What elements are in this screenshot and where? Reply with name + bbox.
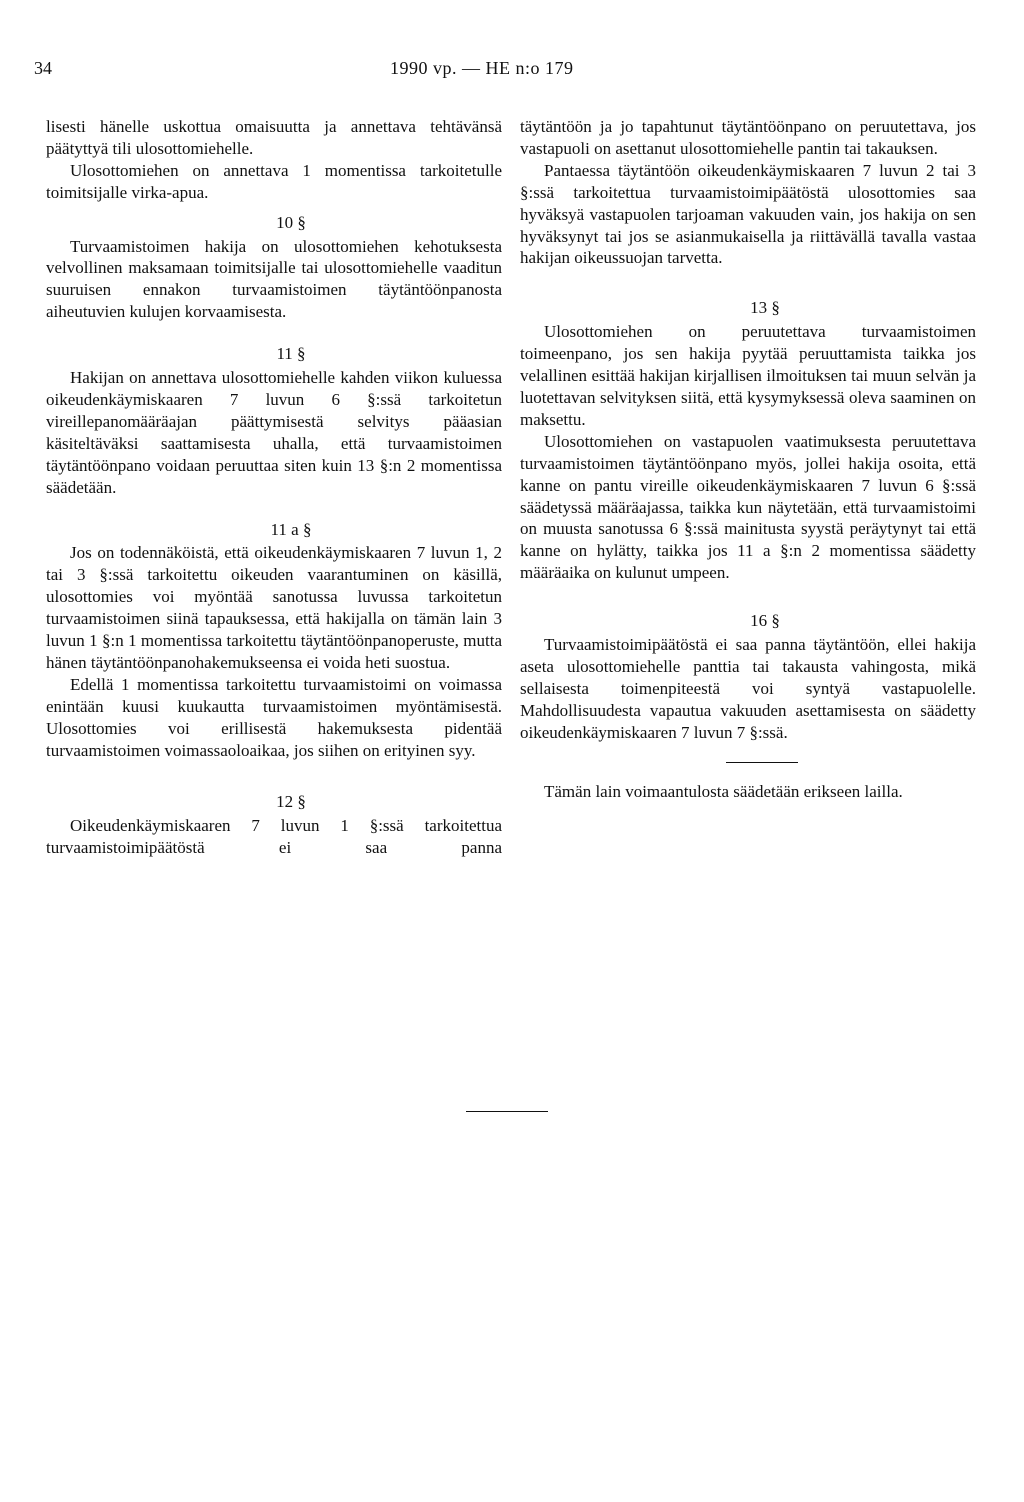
paragraph: Oikeudenkäymiskaaren 7 luvun 1 §:ssä tarkoitettua turvaamistoimipäätöstä ei saa panna: [46, 816, 502, 858]
section-heading-10: 10 §: [276, 212, 306, 232]
section-heading-11a: 11 a §: [270, 519, 312, 539]
section-divider: [726, 762, 798, 763]
end-rule: [466, 1111, 548, 1112]
section-heading-16: 16 §: [750, 611, 780, 631]
paragraph: Turvaamistoimipäätöstä ei saa panna täytäntöön, ellei hakija aseta ulosottomiehelle panttia tai takausta vahingosta, mikä sellaisesta toimenpiteestä voi syntyä vastapuolelle. Mahdollisuudesta vapautua vakuuden asettamisesta on säädetty oikeudenkäymiskaaren 7 luvun 7 §:ssä.: [520, 635, 976, 742]
paragraph: Edellä 1 momentissa tarkoitettu turvaamistoimi on voimassa enintään kuusi kuukautta turvaamistoimen myöntämisestä. Ulosottomies voi erillisestä hakemuksesta pidentää turvaamistoimen voimassaoloaikaa, jos siihen on erityinen syy.: [46, 674, 502, 760]
paragraph: lisesti hänelle uskottua omaisuutta ja annettava tehtävänsä päätyttyä tili ulosottomiehelle.: [46, 117, 502, 158]
page-header: [0, 58, 1024, 88]
paragraph: Pantaessa täytäntöön oikeudenkäymiskaaren 7 luvun 2 tai 3 §:ssä tarkoitettua turvaamistoimipäätöstä ulosottomies saa hyväksyä vastapuolen tarjoaman vakuuden vain, jos hakija on sen hyväksynyt tai jos se asianmukaisella ja riittävällä tavalla vastaa hakijan oikeussuojan tarvetta.: [520, 160, 976, 268]
section-heading-13: 13 §: [750, 298, 780, 318]
paragraph: täytäntöön ja jo tapahtunut täytäntöönpano on peruutettava, jos vastapuoli on asettanut ulosottomiehelle pantin tai takauksen.: [520, 117, 976, 158]
paragraph: Ulosottomiehen on annettava 1 momentissa tarkoitetulle toimitsijalle virka-apua.: [46, 160, 502, 202]
closing-paragraph: Tämän lain voimaantulosta säädetään erikseen lailla.: [544, 781, 903, 801]
paragraph: Turvaamistoimen hakija on ulosottomiehen kehotuksesta velvollinen maksamaan toimitsijalle tai ulosottomiehelle vaaditun suuruisen ennakon turvaamistoimen täytäntöönpanosta aiheutuvien kulujen korvaamisesta.: [46, 236, 502, 322]
paragraph: Hakijan on annettava ulosottomiehelle kahden viikon kuluessa oikeudenkäymiskaaren 7 luvun 6 §:ssä tarkoitetun vireillepanomääräajan päättymisestä selvitys pääasian käsiteltäväksi saattamisesta uhalla, että turvaamistoimen täytäntöönpano voidaan peruuttaa siten kuin 13 §:n 2 momentissa säädetään.: [46, 368, 502, 497]
page-number: 34: [34, 58, 52, 78]
paragraph: Ulosottomiehen on peruutettava turvaamistoimen toimeenpano, jos sen hakija pyytää peruuttamista taikka jos velallinen esittää hakijan kirjallisen ilmoituksen tai muun selvän ja luotettavan selvityksen siitä, että kysymyksessä oleva saaminen on maksettu.: [520, 322, 976, 429]
paragraph: Ulosottomiehen on vastapuolen vaatimuksesta peruutettava turvaamistoimen täytäntöönpano myös, jollei hakija osoita, että kanne on pantu vireille oikeudenkäymiskaaren 7 luvun 6 §:ssä säädetyssä määräajassa, taikka kun näytetään, että turvaamistoimi on muusta sanotussa 6 §:ssä mainitusta syystä peräytynyt tai että kanne on hylätty, taikka jos 11 a §:n 2 momentissa säädetty määräaika on kulunut umpeen.: [520, 431, 976, 583]
right-column: [520, 116, 976, 802]
section-heading-12: 12 §: [276, 792, 306, 812]
paragraph: Jos on todennäköistä, että oikeudenkäymiskaaren 7 luvun 1, 2 tai 3 §:ssä tarkoitettu oikeuden vaarantuminen on käsillä, ulosottomies voi myöntää sanotussa luvussa tarkoitetun turvaamistoimen siinä tapauksessa, että hakijalla on tämän lain 3 luvun 1 §:n 1 momentissa tarkoitettu täytäntöönpanoperuste, mutta hänen täytäntöönpanohakemukseensa ei voida heti suostua.: [46, 543, 502, 672]
left-column: [46, 116, 502, 859]
running-title: 1990 vp. — HE n:o 179: [390, 58, 574, 78]
section-heading-11: 11 §: [276, 344, 306, 364]
